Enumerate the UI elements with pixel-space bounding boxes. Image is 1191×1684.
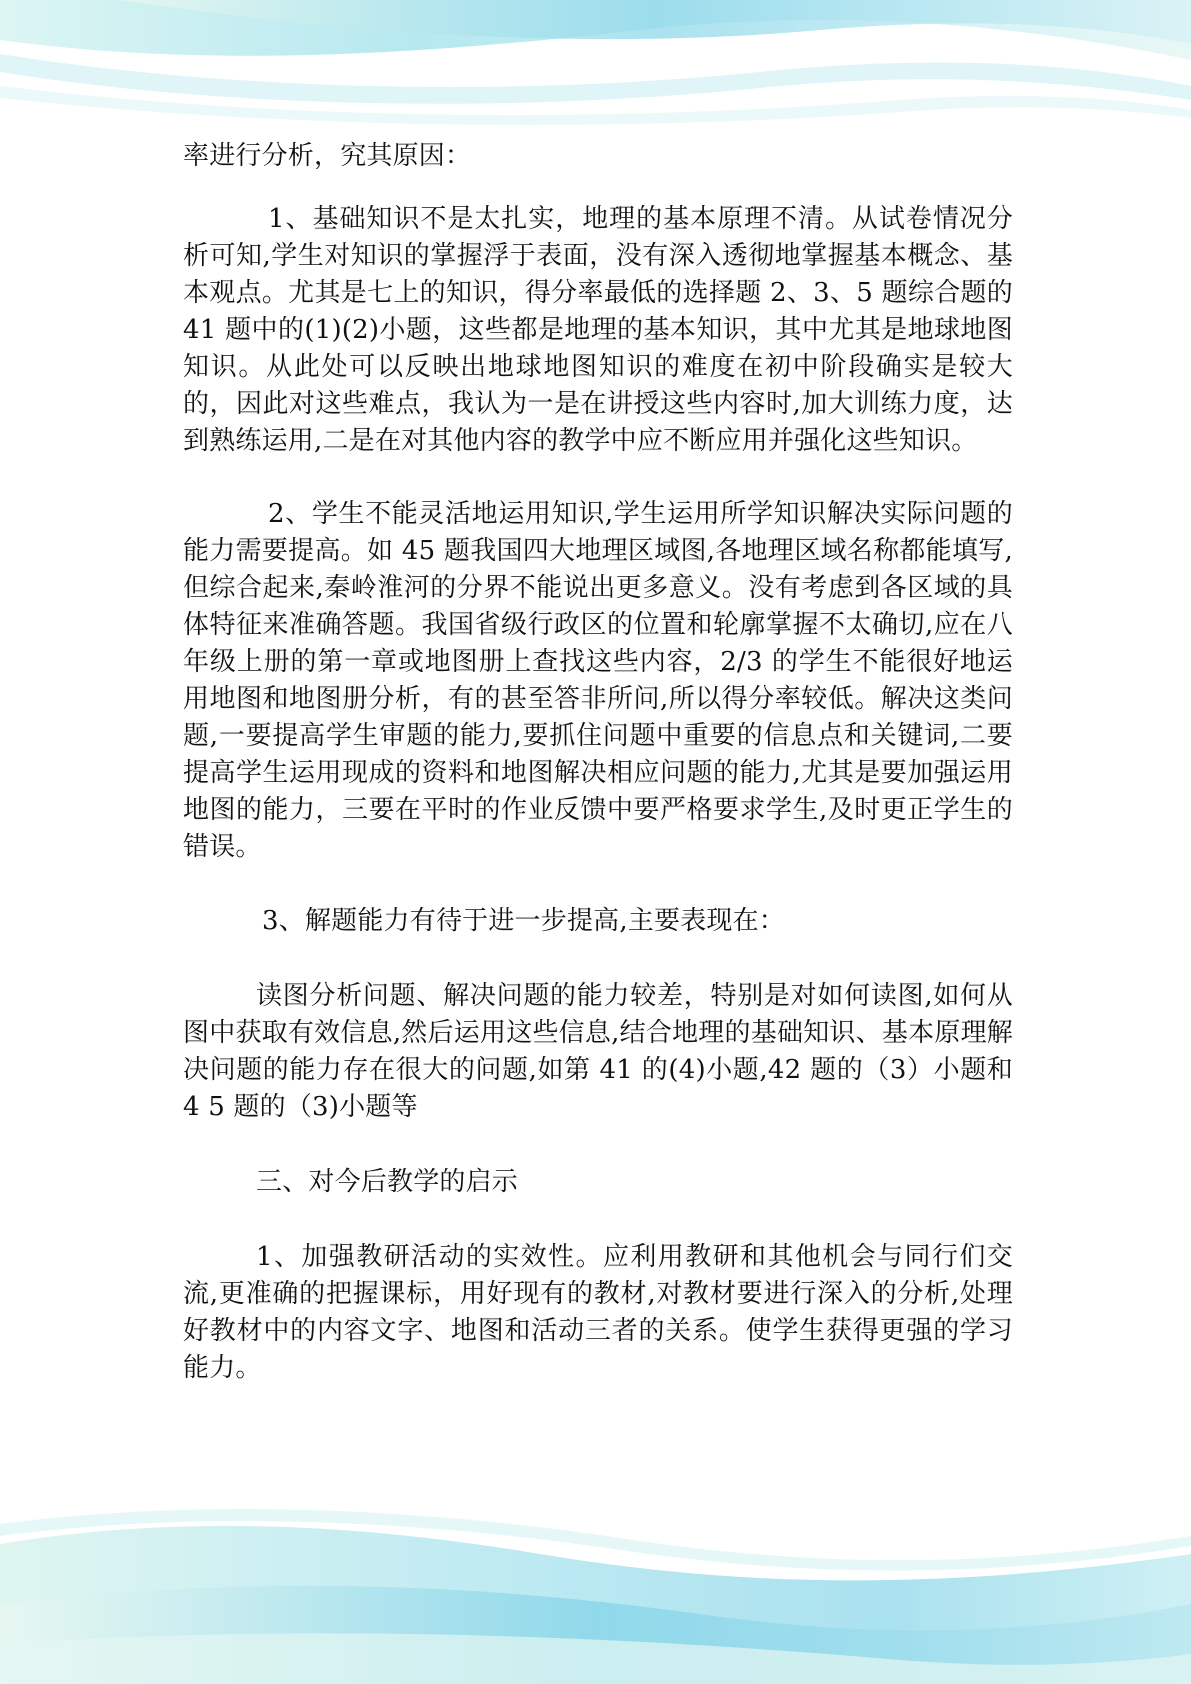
paragraph-point-1: 1、基础知识不是太扎实，地理的基本原理不清。从试卷情况分析可知,学生对知识的掌握浮于表面，没有深入透彻地掌握基本概念、基本观点。尤其是七上的知识，得分率最低的选择题 2、3、5 题综合题的 41 题中的(1)(2)小题，这些都是地理的基本知识，其中尤其是地球地图知识。从此处可以反映出地球地图知识的难度在初中阶段确实是较大的，因此对这些难点，我认为一是在讲授这些内容时,加大训练力度，达到熟练运用,二是在对其他内容的教学中应不断应用并强化这些知识。 xyxy=(183,204,1013,456)
paragraph-reading-analysis: 读图分析问题、解决问题的能力较差，特别是对如何读图,如何从图中获取有效信息,然后运用这些信息,结合地理的基础知识、基本原理解决问题的能力存在很大的问题,如第 41 的(4)小题,42 题的（3）小题和 4 5 题的（3)小题等 xyxy=(183,981,1013,1122)
section-heading-teaching-insights: 三、对今后教学的启示 xyxy=(256,1167,519,1197)
document-body xyxy=(183,138,1013,1387)
paragraph-intro: 率进行分析，究其原因： xyxy=(183,141,472,171)
paragraph-point-2: 2、学生不能灵活地运用知识,学生运用所学知识解决实际问题的能力需要提高。如 45 题我国四大地理区域图,各地理区域名称都能填写,但综合起来,秦岭淮河的分界不能说出更多意义。没有考虑到各区域的具体特征来准确答题。我国省级行政区的位置和轮廓掌握不太确切,应在八年级上册的第一章或地图册上查找这些内容，2/3 的学生不能很好地运用地图和地图册分析，有的甚至答非所问,所以得分率较低。解决这类问题,一要提高学生审题的能力,要抓住问题中重要的信息点和关键词,二要提高学生运用现成的资料和地图解决相应问题的能力,尤其是要加强运用地图的能力，三要在平时的作业反馈中要严格要求学生,及时更正学生的错误。 xyxy=(183,499,1013,862)
bottom-wave-decoration xyxy=(0,1484,1191,1684)
paragraph-point-3: 3、解题能力有待于进一步提高,主要表现在： xyxy=(262,906,786,936)
top-wave-decoration xyxy=(0,0,1191,130)
paragraph-insight-1: 1、加强教研活动的实效性。应利用教研和其他机会与同行们交流,更准确的把握课标，用好现有的教材,对教材要进行深入的分析,处理好教材中的内容文字、地图和活动三者的关系。使学生获得更强的学习能力。 xyxy=(183,1242,1013,1383)
